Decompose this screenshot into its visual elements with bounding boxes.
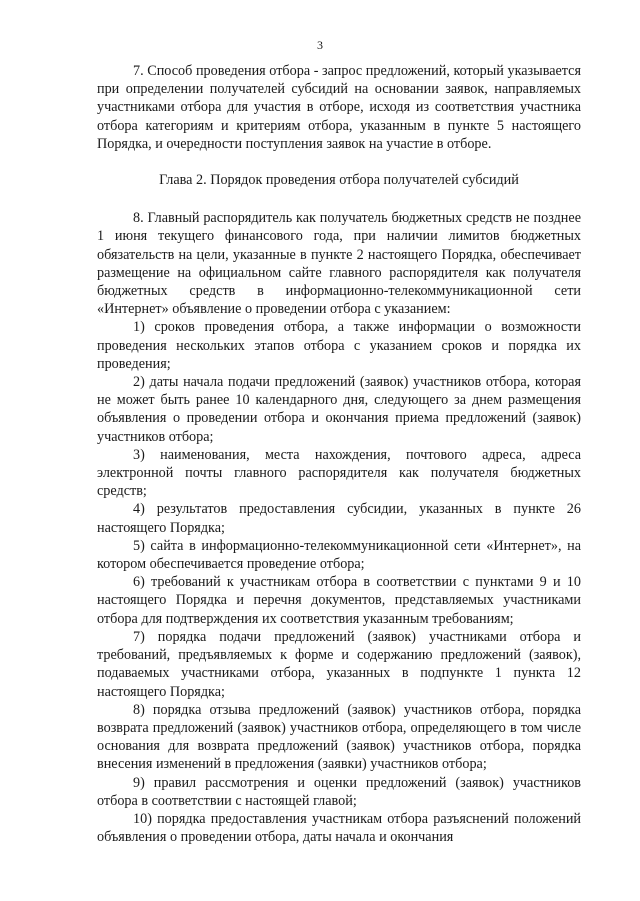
list-item-8: 8) порядка отзыва предложений (заявок) участников отбора, порядка возврата предложений (заявок) участников отбора, определяющего в том числе основания для возврата предложений (заявок) участников отбора, порядка внесения изменений в предложения (заявки) участников отбора; [97,701,581,773]
page-number: 3 [317,38,323,52]
list-item-9: 9) правил рассмотрения и оценки предложений (заявок) участников отбора в соответствии с настоящей главой; [97,774,581,809]
list-item-1: 1) сроков проведения отбора, а также информации о возможности проведения нескольких этапов отбора с указанием сроков и порядка их проведения; [97,319,581,372]
document-body [97,62,581,846]
list-item-4: 4) результатов предоставления субсидии, указанных в пункте 26 настоящего Порядка; [97,501,581,536]
chapter-heading: Глава 2. Порядок проведения отбора получателей субсидий [159,172,519,189]
paragraph-7: 7. Способ проведения отбора - запрос предложений, который указывается при определении получателей субсидий на основании заявок, направляемых участниками отбора для участия в отборе, исходя из соответствия участника отбора категориям и критериям отбора, указанным в пункте 5 настоящего Порядка, и очередности поступления заявок на участие в отборе. [97,63,581,152]
list-item-7: 7) порядка подачи предложений (заявок) участниками отбора и требований, предъявляемых к форме и содержанию предложений (заявок), подаваемых участниками отбора, указанных в подпункте 1 пункта 12 настоящего Порядка; [97,628,581,700]
list-item-2: 2) даты начала подачи предложений (заявок) участников отбора, которая не может быть ранее 10 календарного дня, следующего за днем размещения объявления о проведении отбора и окончания приема предложений (заявок) участников отбора; [97,374,581,445]
paragraph-8: 8. Главный распорядитель как получатель бюджетных средств не позднее 1 июня текущего финансового года, при наличии лимитов бюджетных обязательств на цели, указанные в пункте 2 настоящего Порядка, обеспечивает размещение на официальном сайте главного распорядителя как получателя бюджетных средств в информационно-телекоммуникационной сети «Интернет» объявление о проведении отбора с указанием: [97,210,581,318]
list-item-10: 10) порядка предоставления участникам отбора разъяснений положений объявления о проведении отбора, даты начала и окончания [97,810,581,846]
list-item-6: 6) требований к участникам отбора в соответствии с пунктами 9 и 10 настоящего Порядка и перечня документов, представляемых участниками отбора для подтверждения их соответствия указанным требованиям; [97,574,581,627]
list-item-3: 3) наименования, места нахождения, почтового адреса, адреса электронной почты главного распорядителя как получателя бюджетных средств; [97,446,581,500]
list-item-5: 5) сайта в информационно-телекоммуникационной сети «Интернет», на котором обеспечивается проведение отбора; [97,537,581,573]
